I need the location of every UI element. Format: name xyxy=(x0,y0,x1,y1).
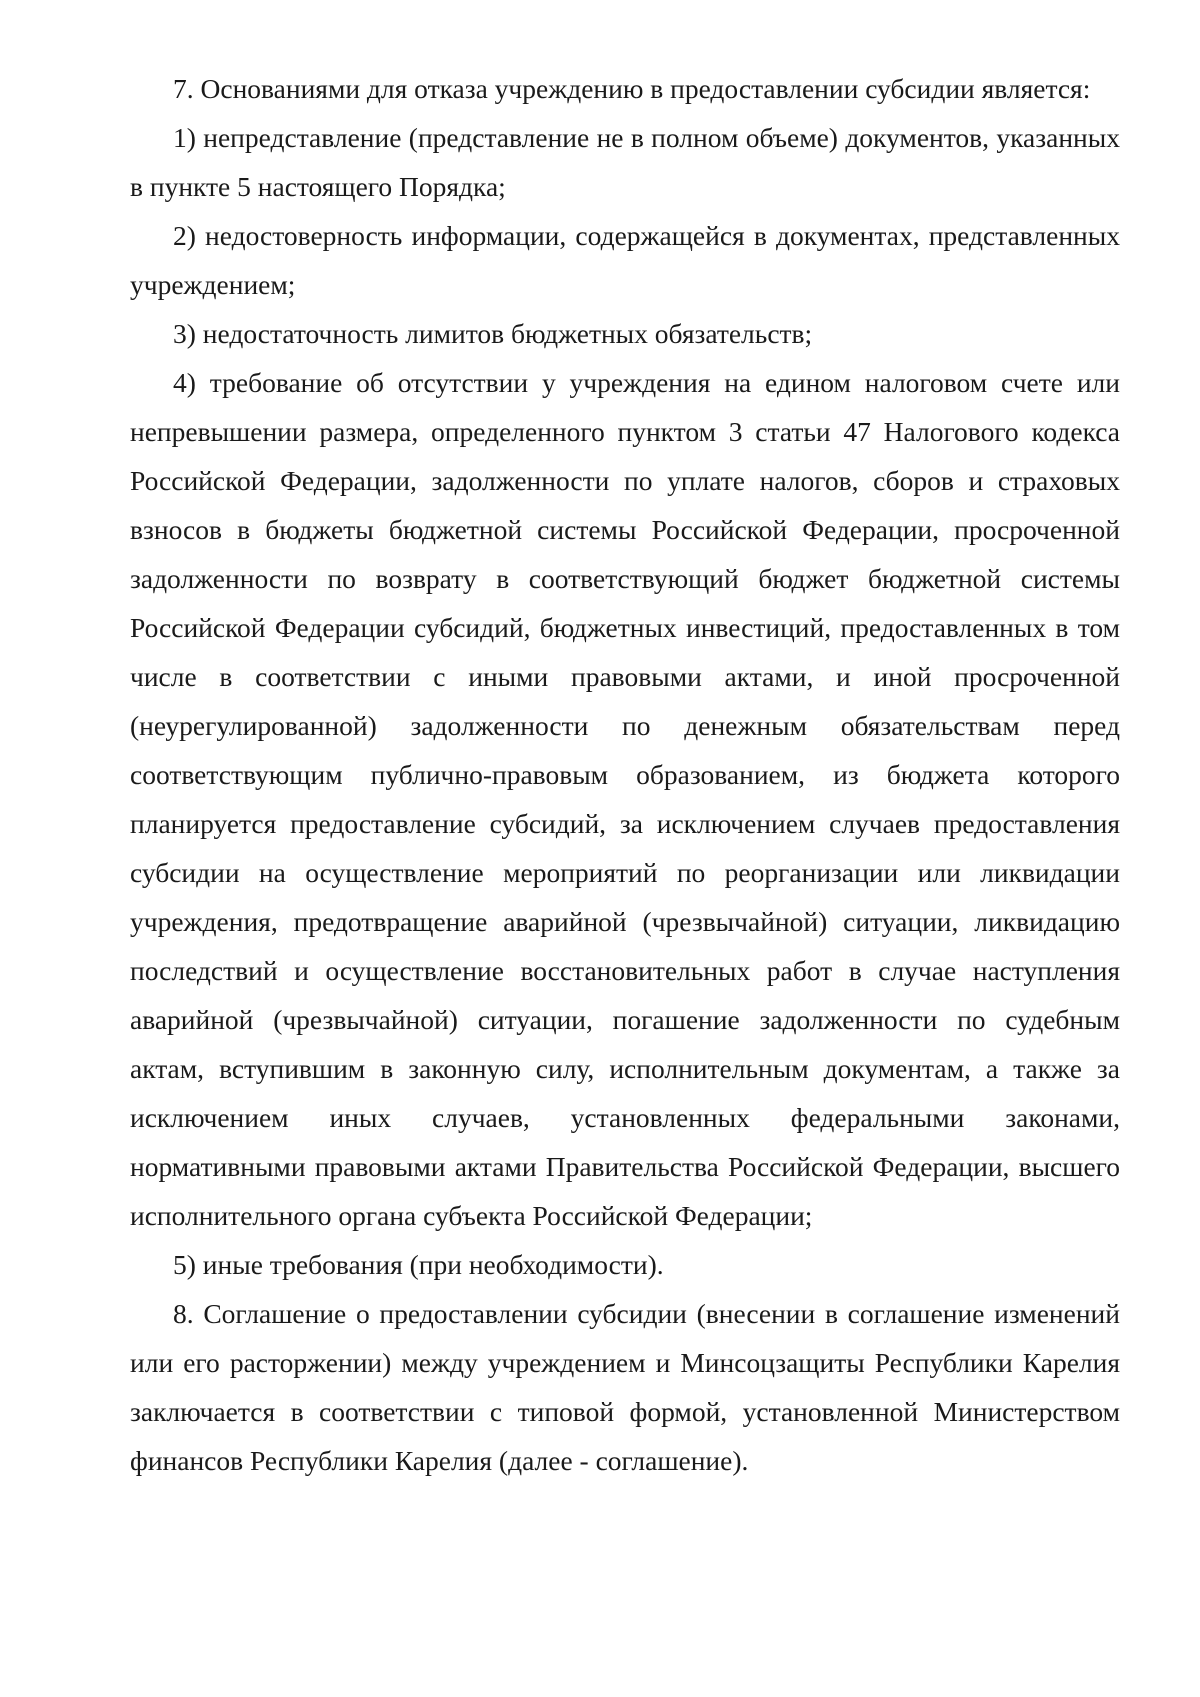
paragraph-item-4: 4) требование об отсутствии у учреждения на едином налоговом счете или непревышении размера, определенного пунктом 3 статьи 47 Налогового кодекса Российской Федерации, задолженности по уплате налогов, сборов и страховых взносов в бюджеты бюджетной системы Российской Федерации, просроченной задолженности по возврату в соответствующий бюджет бюджетной системы Российской Федерации субсидий, бюджетных инвестиций, предоставленных в том числе в соответствии с иными правовыми актами, и иной просроченной (неурегулированной) задолженности по денежным обязательствам перед соответствующим публично-правовым образованием, из бюджета которого планируется предоставление субсидий, за исключением случаев предоставления субсидии на осуществление мероприятий по реорганизации или ликвидации учреждения, предотвращение аварийной (чрезвычайной) ситуации, ликвидацию последствий и осуществление восстановительных работ в случае наступления аварийной (чрезвычайной) ситуации, погашение задолженности по судебным актам, вступившим в законную силу, исполнительным документам, а также за исключением иных случаев, установленных федеральными законами, нормативными правовыми актами Правительства Российской Федерации, высшего исполнительного органа субъекта Российской Федерации; xyxy=(130,367,1120,1231)
paragraph-item-3: 3) недостаточность лимитов бюджетных обязательств; xyxy=(173,318,813,349)
paragraph-item-1: 1) непредставление (представление не в полном объеме) документов, указанных в пункте 5 настоящего Порядка; xyxy=(130,122,1120,202)
paragraph-8-agreement: 8. Соглашение о предоставлении субсидии (внесении в соглашение изменений или его расторжении) между учреждением и Минсоцзащиты Республики Карелия заключается в соответствии с типовой формой, установленной Министерством финансов Республики Карелия (далее - соглашение). xyxy=(130,1298,1120,1476)
document-body xyxy=(130,64,1120,1485)
paragraph-item-2: 2) недостоверность информации, содержащейся в документах, представленных учреждением; xyxy=(130,220,1120,300)
paragraph-7-refusal-grounds: 7. Основаниями для отказа учреждению в предоставлении субсидии является: xyxy=(173,73,1091,104)
paragraph-item-5: 5) иные требования (при необходимости). xyxy=(173,1249,664,1280)
